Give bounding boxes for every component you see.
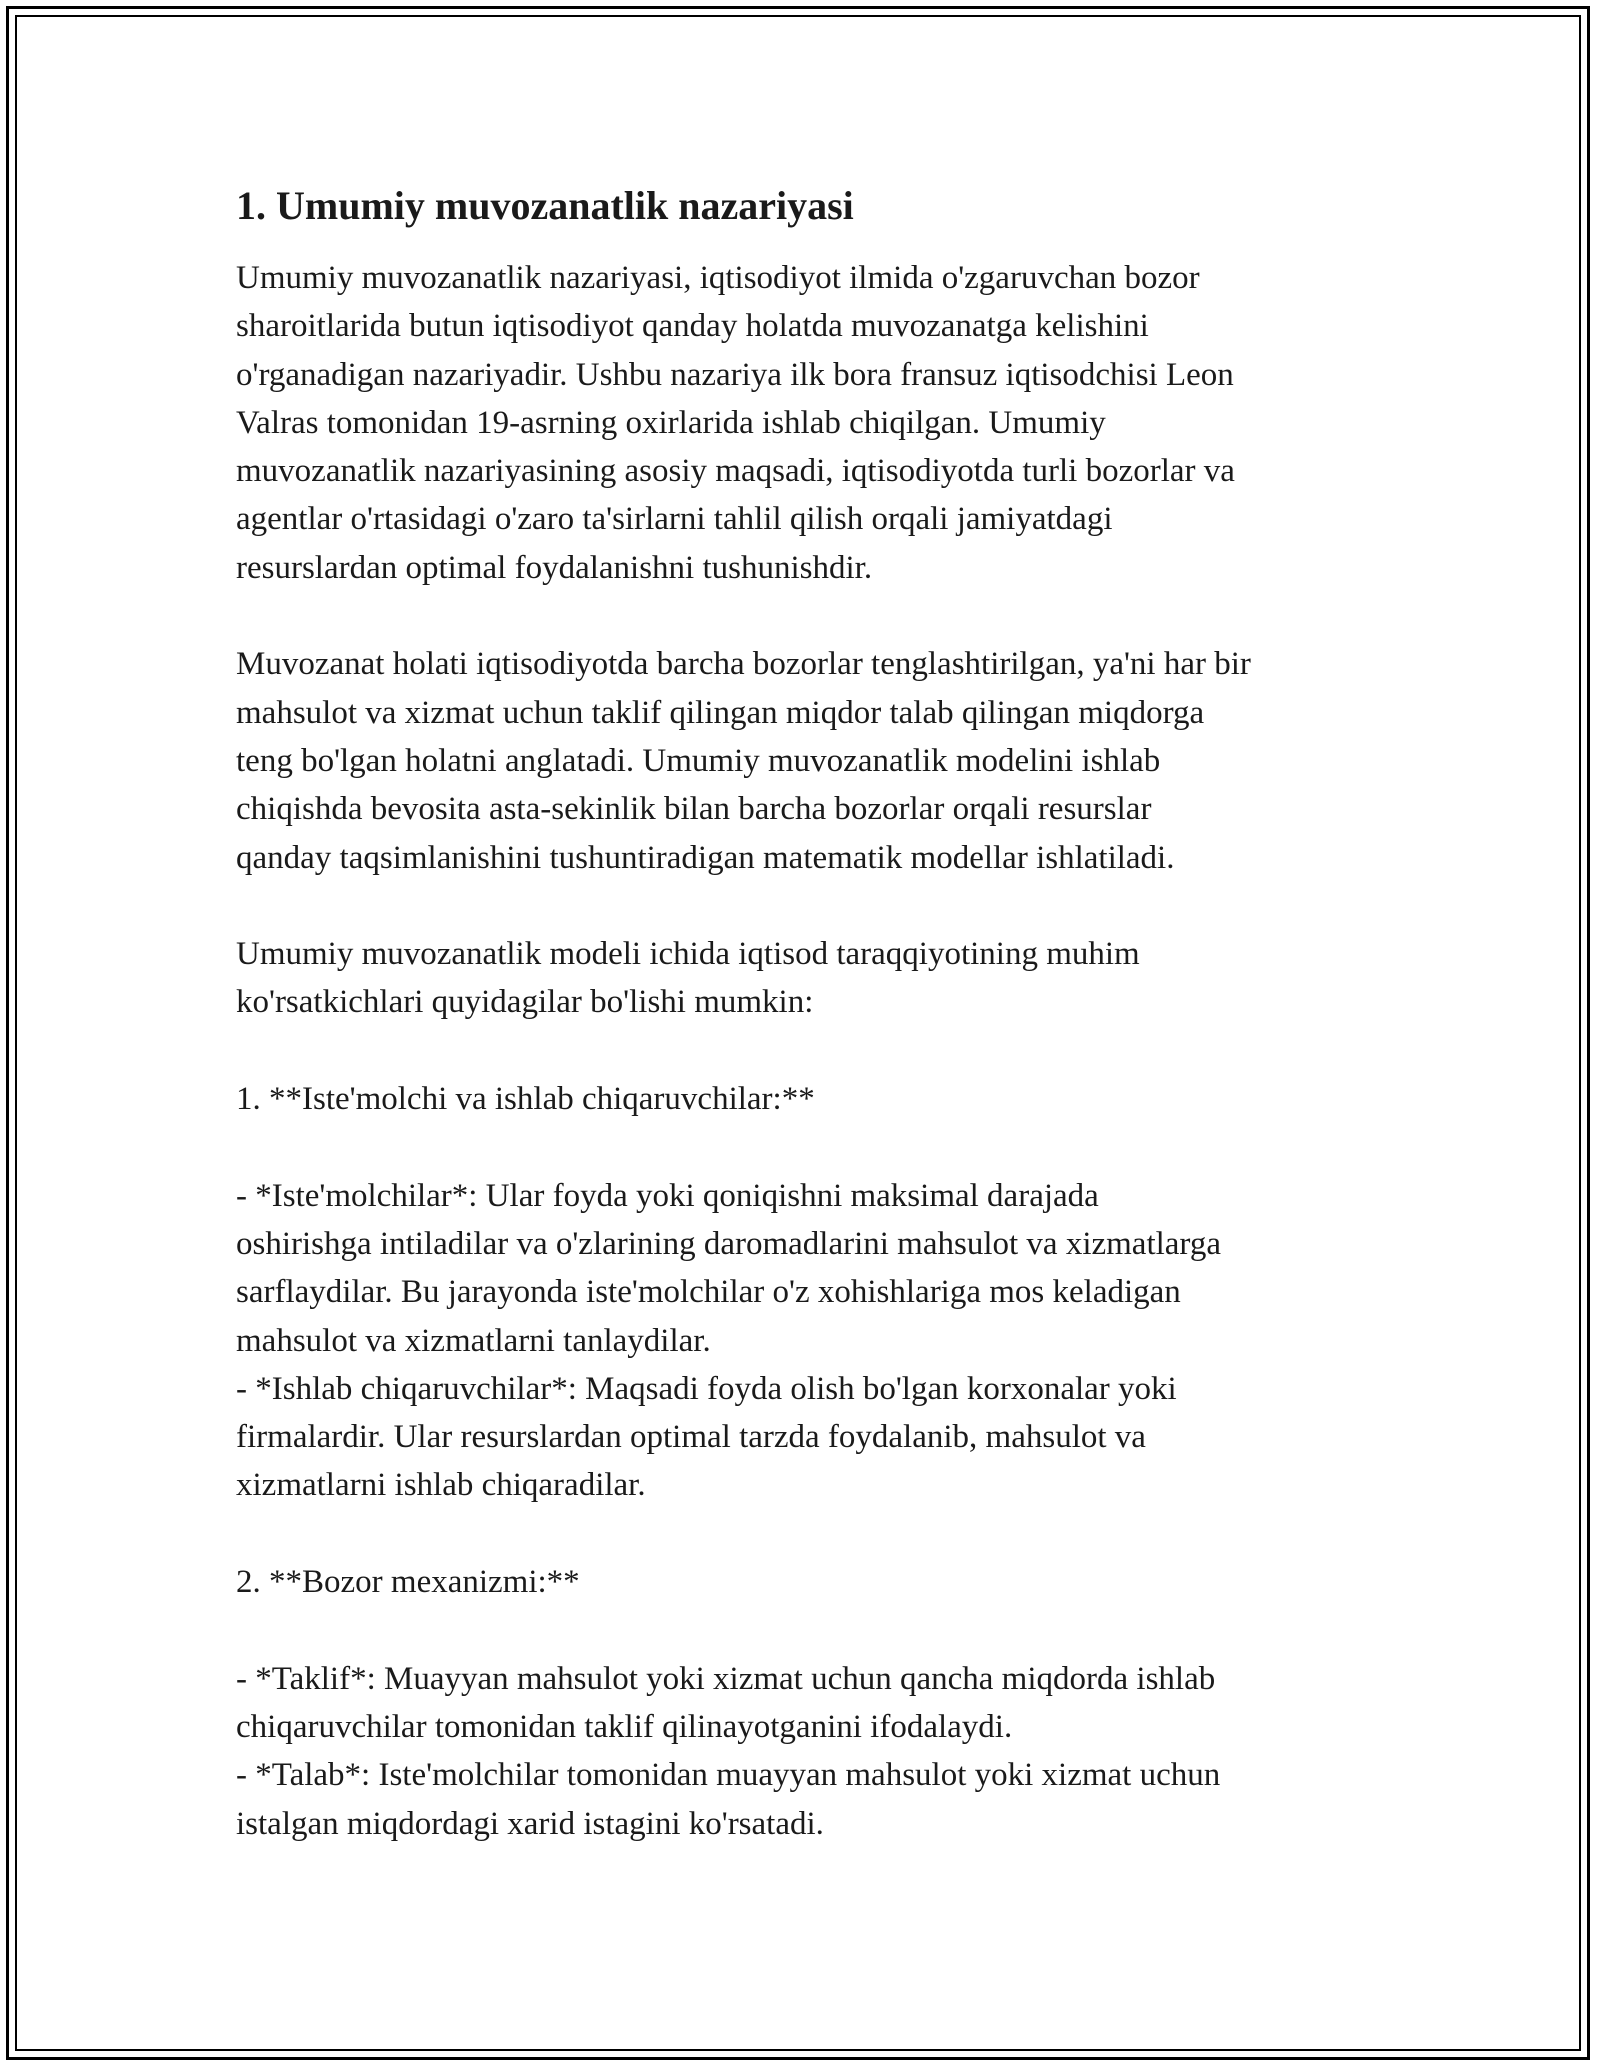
paragraph-gap: [236, 882, 1386, 930]
paragraph-equilibrium: Muvozanat holati iqtisodiyotda barcha bozorlar tenglashtirilgan, ya'ni har bir mahsulot va xizmat uchun taklif qilingan miqdor talab qilingan miqdorga teng bo'lgan holatni anglatadi. Umumiy muvozanatlik modelini ishlab chiqishda bevosita asta-sekinlik bilan barcha bozorlar orqali resurslar qanday taqsimlanishini tushuntiradigan matematik modellar ishlatiladi.: [236, 646, 1251, 876]
paragraph-gap: [236, 1606, 1386, 1654]
paragraph-gap: [236, 1510, 1386, 1558]
list-heading-consumers-producers: 1. **Iste'molchi va ishlab chiqaruvchilar:**: [236, 1081, 815, 1118]
paragraph-gap: [236, 1027, 1386, 1075]
paragraph-intro: Umumiy muvozanatlik nazariyasi, iqtisodiyot ilmida o'zgaruvchan bozor sharoitlarida butun iqtisodiyot qanday holatda muvozanatga kelishini o'rganadigan nazariyadir. Ushbu nazariya ilk bora fransuz iqtisodchisi Leon Valras tomonidan 19-asrning oxirlarida ishlab chiqilgan. Umumiy muvozanatlik nazariyasining asosiy maqsadi, iqtisodiyotda turli bozorlar va agentlar o'rtasidagi o'zaro ta'sirlarni tahlil qilish orqali jamiyatdagi resurslardan optimal foydalanishni tushunishdir.: [236, 260, 1235, 586]
paragraph-gap: [236, 1123, 1386, 1171]
document-title: 1. Umumiy muvozanatlik nazariyasi: [236, 183, 854, 228]
document-body: [236, 180, 1386, 1848]
list-items-market-mechanism: - *Taklif*: Muayyan mahsulot yoki xizmat uchun qancha miqdorda ishlab chiqaruvchilar tomonidan taklif qilinayotganini ifodalaydi. - *Talab*: Iste'molchilar tomonidan muayyan mahsulot yoki xizmat uchun istalgan miqdordagi xarid istagini ko'rsatadi.: [236, 1660, 1221, 1842]
paragraph-indicators: Umumiy muvozanatlik modeli ichida iqtisod taraqqiyotining muhim ko'rsatkichlari quyidagilar bo'lishi mumkin:: [236, 936, 1140, 1021]
paragraph-gap: [236, 592, 1386, 640]
list-items-consumers-producers: - *Iste'molchilar*: Ular foyda yoki qoniqishni maksimal darajada oshirishga intiladilar va o'zlarining daromadlarini mahsulot va xizmatlarga sarflaydilar. Bu jarayonda iste'molchilar o'z xohishlariga mos keladigan mahsulot va xizmatlarni tanlaydilar. - *Ishlab chiqaruvchilar*: Maqsadi foyda olish bo'lgan korxonalar yoki firmalardir. Ular resurslardan optimal tarzda foydalanib, mahsulot va xizmatlarni ishlab chiqaradilar.: [236, 1177, 1221, 1504]
list-heading-market-mechanism: 2. **Bozor mexanizmi:**: [236, 1564, 580, 1601]
